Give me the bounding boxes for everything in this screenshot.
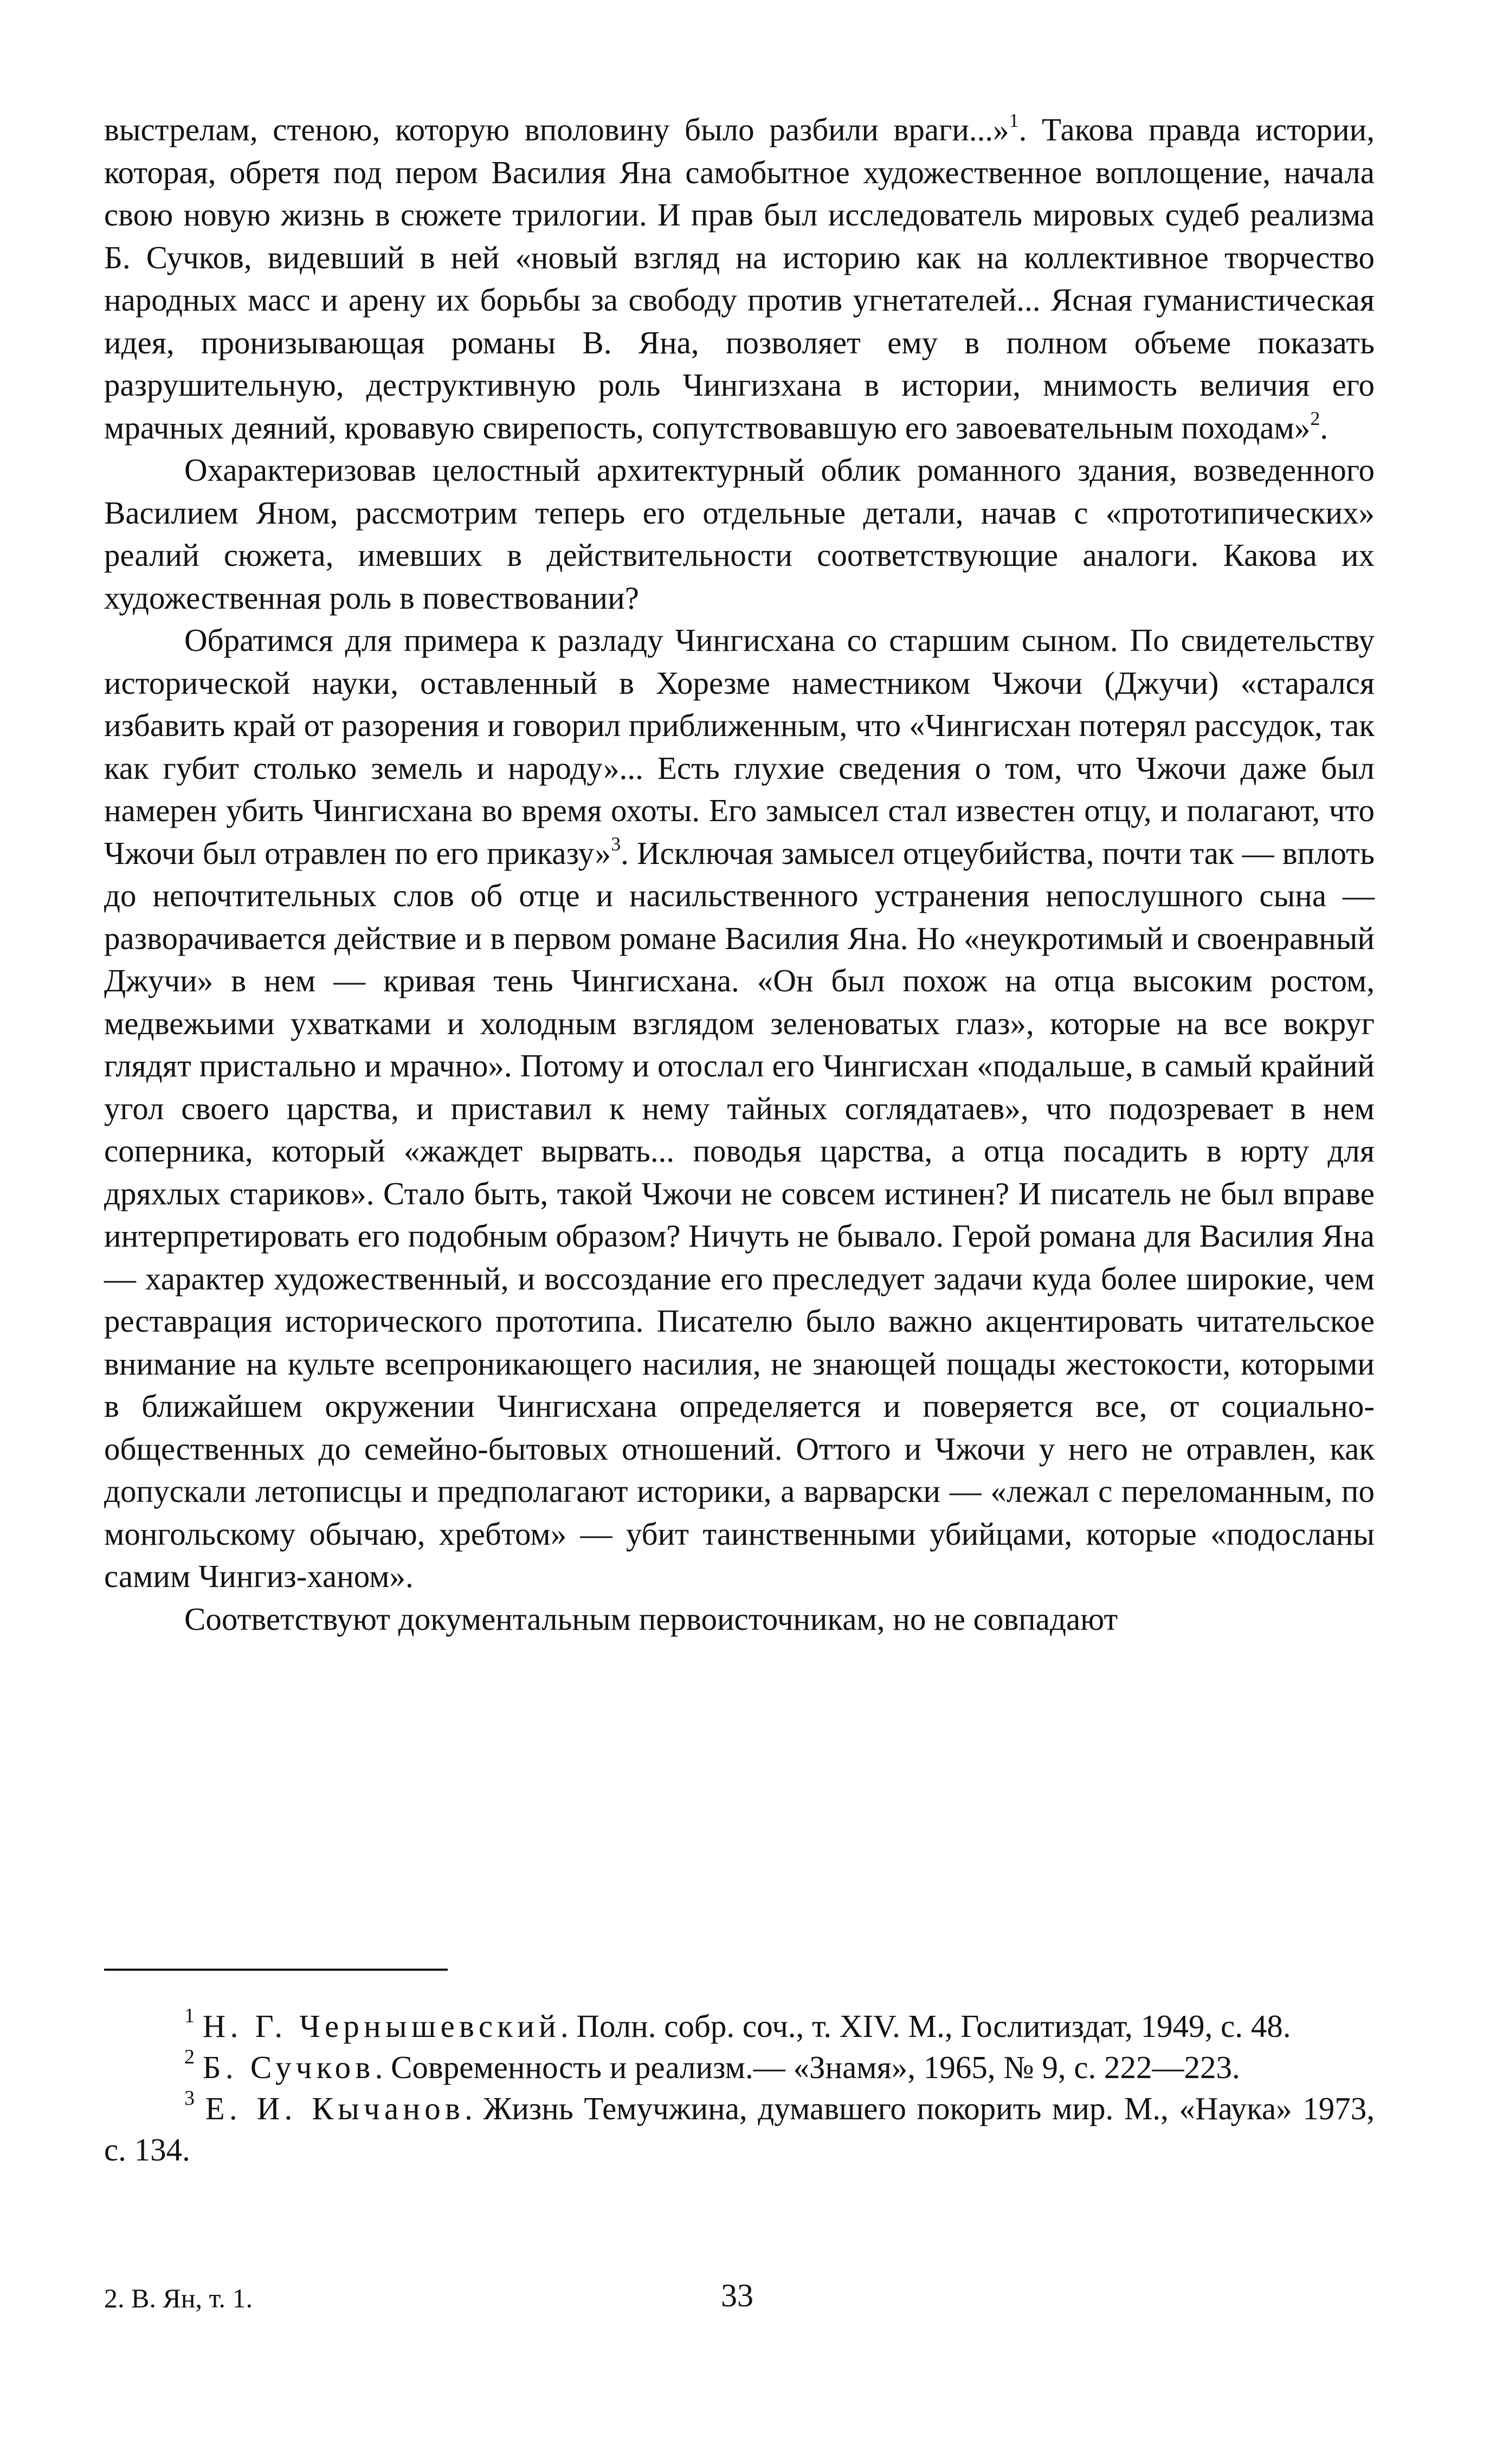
- paragraph-text: выстрелам, стеною, которую вполовину было разбили враги...»: [104, 112, 1009, 147]
- footnote-mark: 2: [184, 2046, 195, 2069]
- paragraph-3: [104, 619, 1375, 1598]
- footnote-text: . Современность и реализм.— «Знамя», 1965, № 9, с. 222—223.: [375, 2049, 1240, 2085]
- paragraph-text: . Такова правда истории, которая, обретя под пером Василия Яна самобытное художественное воплощение, начала свою новую жизнь в сюжете трилогии. И прав был исследователь мировых судеб реализма Б. Сучков, видевший в ней «новый взгляд на историю как на коллективное творчество народных масс и арену их борьбы за свободу против угнетателей... Ясная гуманистическая идея, пронизывающая романы В. Яна, позволяет ему в полном объеме показать разрушительную, деструктивную роль Чингизхана в истории, мнимость величия его мрачных деяний, кровавую свирепость, сопутствовавшую его завоевательным походам»: [104, 112, 1375, 446]
- footnote-text: . Полн. собр. соч., т. XIV. М., Гослитиздат, 1949, с. 48.: [560, 2008, 1291, 2044]
- footnote-ref-1: 1: [1009, 109, 1019, 132]
- footnotes: [104, 2005, 1375, 2170]
- paragraph-text: .: [1320, 409, 1329, 446]
- footnote-mark: 3: [184, 2087, 195, 2110]
- paragraph-text: Обратимся для примера к разладу Чингисхана со старшим сыном. По свидетельству исторической науки, оставленный в Хорезме наместником Чжочи (Джучи) «старался избавить край от разорения и говорил приближенным, что «Чингисхан потерял рассудок, так как губит столько земель и народу»... Есть глухие сведения о том, что Чжочи даже был намерен убить Чингисхана во время охоты. Его замысел стал известен отцу, и полагают, что Чжочи был отравлен по его приказу»: [104, 622, 1375, 871]
- paragraph-1: [104, 108, 1375, 449]
- main-text: [104, 108, 1375, 1640]
- footnote-ref-2: 2: [1310, 407, 1320, 429]
- paragraph-2: [104, 449, 1375, 619]
- footnote-3: [104, 2088, 1375, 2170]
- footnote-ref-3: 3: [611, 833, 621, 855]
- paragraph-text: Охарактеризовав целостный архитектурный облик романного здания, возведенного Василием Яном, рассмотрим теперь его отдельные детали, начав с «прототипических» реалий сюжета, имевших в действительности соответствующие аналоги. Какова их художественная роль в повествовании?: [104, 452, 1375, 616]
- printer-signature: 2. В. Ян, т. 1.: [104, 2283, 253, 2313]
- paragraph-text: Соответствуют документальным первоисточникам, но не совпадают: [184, 1601, 1118, 1637]
- footnote-2: [104, 2047, 1375, 2088]
- footnote-1: [104, 2005, 1375, 2047]
- footnote-mark: 1: [184, 2004, 195, 2028]
- footnote-divider: [104, 1969, 448, 1971]
- footnote-author: Е. И. Кычанов: [205, 2091, 465, 2126]
- footnote-author: Б. Сучков: [202, 2049, 375, 2085]
- footnote-author: Н. Г. Чернышевский: [202, 2008, 560, 2044]
- paragraph-4: [104, 1598, 1375, 1641]
- footnote-text: . Жизнь Темучжина, думавшего покорить мир. М., «Наука» 1973, с. 134.: [104, 2091, 1375, 2168]
- page-number: 33: [721, 2278, 753, 2313]
- paragraph-text: . Исключая замысел отцеубийства, почти так — вплоть до непочтительных слов об отце и насильственного устранения непослушного сына — разворачивается действие и в первом романе Василия Яна. Но «неукротимый и своенравный Джучи» в нем — кривая тень Чингисхана. «Он был похож на отца высоким ростом, медвежьими ухватками и холодным взглядом зеленоватых глаз», которые на все вокруг глядят пристально и мрачно». Потому и отослал его Чингисхан «подальше, в самый крайний угол своего царства, и приставил к нему тайных соглядатаев», что подозревает в нем соперника, который «жаждет вырвать... поводья царства, а отца посадить в юрту для дряхлых стариков». Стало быть, такой Чжочи не совсем истинен? И писатель не был вправе интерпретировать его подобным образом? Ничуть не бывало. Герой романа для Василия Яна — характер художественный, и воссоздание его преследует задачи куда более широкие, чем реставрация исторического прототипа. Писателю было важно акцентировать читательское внимание на культе всепроникающего насилия, не знающей пощады жестокости, которыми в ближайшем окружении Чингисхана определяется и поверяется все, от социально-общественных до семейно-бытовых отношений. Оттого и Чжочи у него не отравлен, как допускали летописцы и предполагают историки, а варварски — «лежал с переломанным, по монгольскому обычаю, хребтом» — убит таинственными убийцами, которые «подосланы самим Чингиз-ханом».: [104, 835, 1375, 1594]
